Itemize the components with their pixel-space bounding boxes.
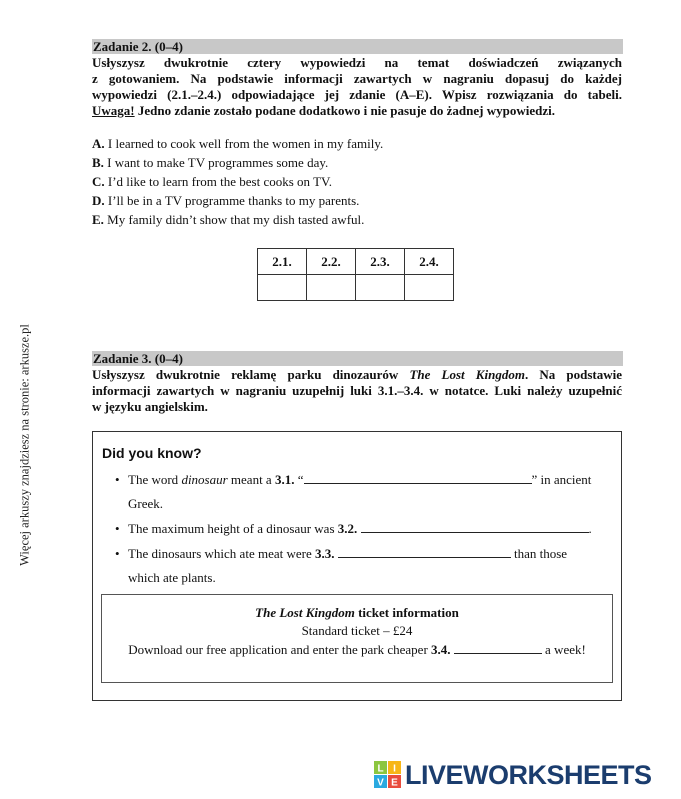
option-c: C. I’d like to learn from the best cooks on TV. bbox=[92, 174, 332, 189]
option-a: A. I learned to cook well from the women in my family. bbox=[92, 136, 384, 151]
logo-letter-i: I bbox=[393, 763, 396, 775]
warning-label: Uwaga! bbox=[92, 103, 135, 118]
sidebar-source-note: Więcej arkuszy znajdziesz na stronie: arkusze.pl bbox=[17, 324, 32, 566]
answer-header-2-4: 2.4. bbox=[405, 249, 454, 275]
task2-instruction: Usłyszysz dwukrotnie cztery wypowiedzi na temat doświadczeń związanych z gotowaniem. Na podstawie informacji zawartych w nagraniu dopasuj do każdej wypowiedzi (2.1.–2.4.) odpowiadające jej zdanie (A–E). Wpisz rozwiązania do tabeli. Uwaga! Jedno zdanie zostało podane dodatkowo i nie pasuje do żadnej wypowiedzi. bbox=[92, 55, 622, 118]
option-d: D. I’ll be in a TV programme thanks to my parents. bbox=[92, 193, 360, 208]
gap-3-1[interactable] bbox=[304, 470, 532, 484]
task2-header: Zadanie 2. (0–4) bbox=[92, 39, 623, 54]
logo-letter-e: E bbox=[391, 777, 398, 789]
answer-cell-2-4[interactable] bbox=[405, 275, 454, 301]
logo-text: LIVEWORKSHEETS bbox=[405, 760, 652, 790]
answer-header-2-2: 2.2. bbox=[307, 249, 356, 275]
answer-cell-2-1[interactable] bbox=[258, 275, 307, 301]
logo-letter-l: L bbox=[377, 763, 384, 775]
option-b: B. I want to make TV programmes some day. bbox=[92, 155, 329, 170]
answer-table bbox=[257, 248, 454, 301]
answer-cell-2-3[interactable] bbox=[356, 275, 405, 301]
answer-header-2-1: 2.1. bbox=[258, 249, 307, 275]
gap-3-3[interactable] bbox=[338, 544, 511, 558]
gap-3-2[interactable] bbox=[361, 519, 589, 533]
option-e: E. My family didn’t show that my dish tasted awful. bbox=[92, 212, 365, 227]
answer-cell-2-2[interactable] bbox=[307, 275, 356, 301]
logo-icon bbox=[374, 761, 402, 789]
task3-header: Zadanie 3. (0–4) bbox=[92, 351, 623, 366]
task3-instruction: Usłyszysz dwukrotnie reklamę parku dinozaurów The Lost Kingdom. Na podstawie informacji zawartych w nagraniu uzupełnij luki 3.1.–3.4. w notatce. Luki należy uzupełnić w języku angielskim. bbox=[92, 367, 622, 414]
box-title: Did you know? bbox=[102, 445, 202, 461]
did-you-know-box: Did you know? • The word dinosaur meant a 3.1. “ ” in ancient Greek. • The maximum height of a dinosaur was 3.2. . • The dinosaurs which ate meat were 3.3. than those which ate plants. The Lost Kingdom ticket information Standard ticket – £24 Download our free application and enter the park cheaper 3.4. a week! bbox=[92, 431, 622, 701]
gap-3-4[interactable] bbox=[454, 640, 542, 654]
answer-header-2-3: 2.3. bbox=[356, 249, 405, 275]
ticket-info-box: The Lost Kingdom ticket information Standard ticket – £24 Download our free application and enter the park cheaper 3.4. a week! bbox=[101, 594, 613, 683]
logo-letter-v: V bbox=[377, 777, 384, 789]
